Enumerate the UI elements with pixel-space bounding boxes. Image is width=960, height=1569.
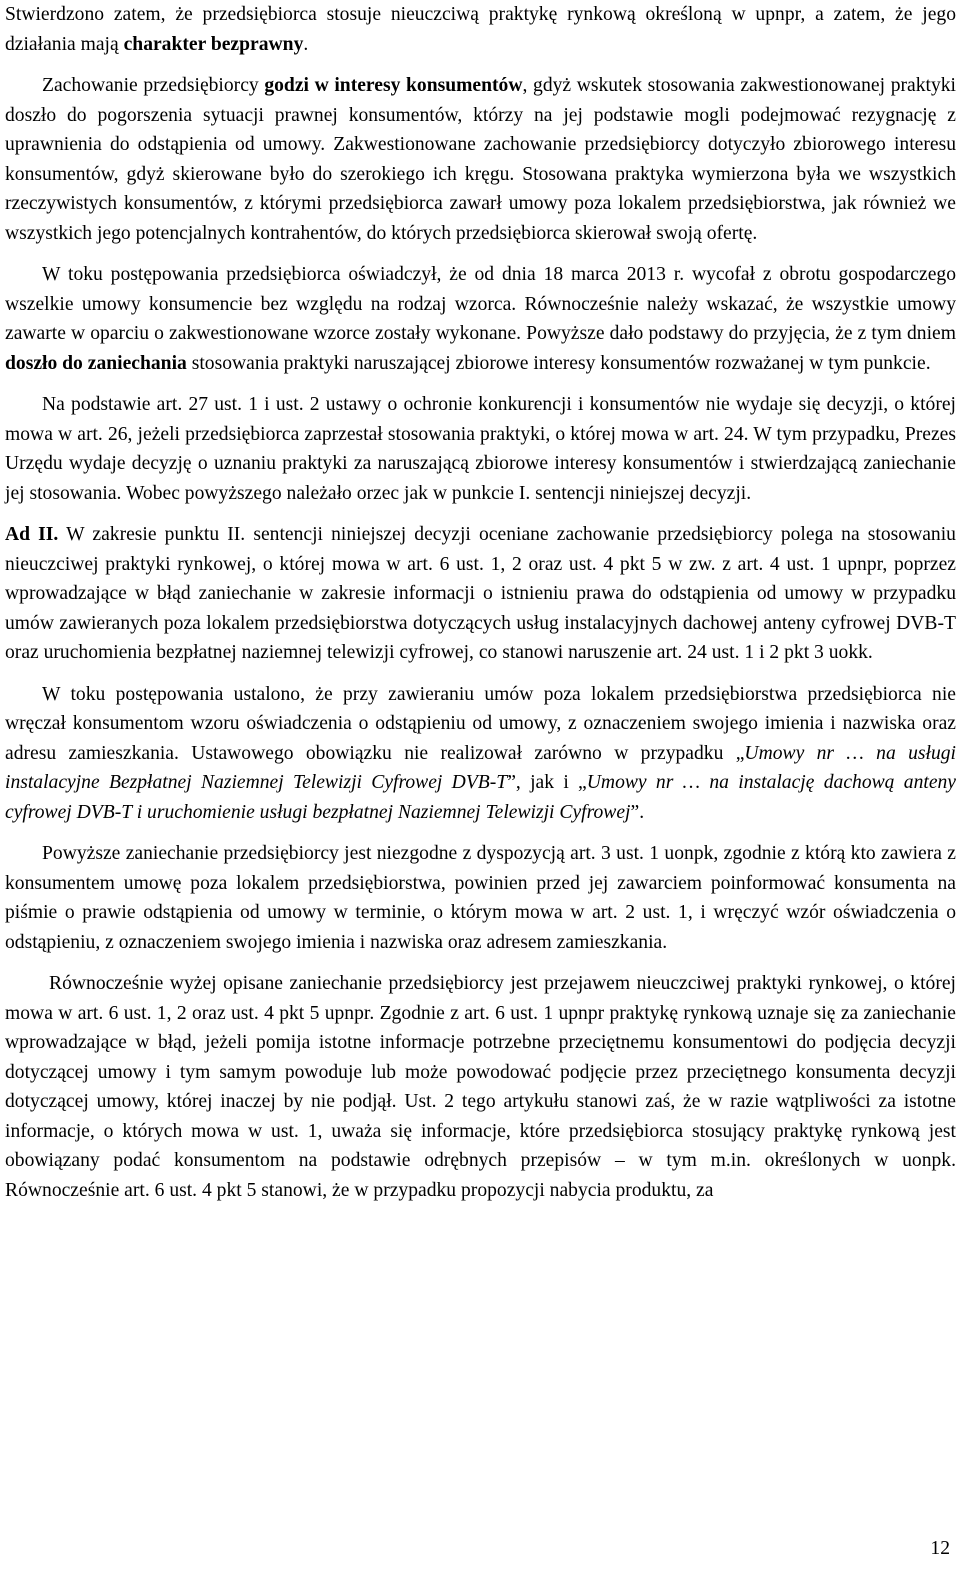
paragraph-conclusion — [5, 0, 956, 59]
paragraph-text: Równocześnie wyżej opisane zaniechanie przedsiębiorcy jest przejawem nieuczciwej praktyki rynkowej, o której mowa w art. 6 ust. 1, 2 oraz ust. 4 pkt 5 upnpr. Zgodnie z art. 6 ust. 1 upnpr praktykę rynkową uznaje się za zaniechanie wprowadzające w błąd, jeżeli pomija istotne informacje potrzebne przeciętnemu konsumentowi do podjęcia decyzji dotyczącej umowy i tym samym powoduje lub może powodować podjęcie przez przeciętnego konsumenta decyzji dotyczącej umowy, której inaczej by nie podjął. Ust. 2 tego artykułu stanowi zaś, że w razie wątpliwości za istotne informacje, o których mowa w ust. 1, uważa się informacje, które przedsiębiorca stosujący praktykę rynkową jest obowiązany podać konsumentom na podstawie odrębnych przepisów – w tym m.in. określonych w uonpk. Równocześnie art. 6 ust. 4 pkt 5 stanowi, że w przypadku propozycji nabycia produktu, za — [5, 973, 956, 1201]
italic-contract-name: Umowy nr … na instalację dachową anteny cyfrowej DVB-T i uruchomienie usługi bezpłatnej Naziemnej Telewizji Cyfrowej — [5, 772, 957, 823]
paragraph-unfair-practice — [5, 969, 956, 1205]
paragraph-consumer-interests — [5, 71, 956, 248]
paragraph-legal-basis — [5, 390, 956, 508]
paragraph-text: W zakresie punktu II. sentencji niniejszej decyzji oceniane zachowanie przedsiębiorcy polega na stosowaniu nieuczciwej praktyki rynkowej, o której mowa w art. 6 ust. 1, 2 oraz ust. 4 pkt 5 w zw. z art. 4 ust. 1 upnpr, poprzez wprowadzające w błąd zaniechanie w zakresie informacji o istnieniu prawa do odstąpienia od umowy w przypadku umów zawieranych poza lokalem przedsiębiorstwa dotyczących usług instalacyjnych dachowej anteny cyfrowej DVB-T oraz uruchomienia bezpłatnej naziemnej telewizji cyfrowej, co stanowi naruszenie art. 24 ust. 1 i 2 pkt 3 uokk. — [5, 524, 956, 663]
paragraph-withdrawal — [5, 260, 956, 378]
paragraph-noncompliance — [5, 839, 956, 957]
bold-phrase: godzi w interesy konsumentów — [264, 75, 523, 96]
paragraph-text: ”, jak i „ — [507, 772, 587, 793]
paragraph-text: Stwierdzono zatem, że przedsiębiorca stosuje nieuczciwą praktykę rynkową określoną w upnpr, a zatem, że jego działania mają — [5, 4, 956, 55]
paragraph-text: Na podstawie art. 27 ust. 1 i ust. 2 ustawy o ochronie konkurencji i konsumentów nie wydaje się decyzji, o której mowa w art. 26, jeżeli przedsiębiorca zaprzestał stosowania praktyki, o której mowa w art. 24. W tym przypadku, Prezes Urzędu wydaje decyzję o uznaniu praktyki za naruszającą zbiorowe interesy konsumentów i stwierdzającą zaniechanie jej stosowania. Wobec powyższego należało orzec jak w punkcie I. sentencji niniejszej decyzji. — [5, 394, 956, 504]
paragraph-text: ”. — [630, 801, 645, 823]
bold-phrase: charakter bezprawny — [123, 33, 304, 55]
paragraph-ad-ii — [5, 520, 956, 668]
paragraph-text: W toku postępowania przedsiębiorca oświadczył, że od dnia 18 marca 2013 r. wycofał z obrotu gospodarczego wszelkie umowy konsumencie bez względu na rodzaj wzorca. Równocześnie należy wskazać, że wszystkie umowy zawarte w oparciu o zakwestionowane wzorce zostały wykonane. Powyższe dało podstawy do przyjęcia, że z tym dniem — [5, 264, 956, 344]
paragraph-findings — [5, 680, 956, 828]
paragraph-text: . — [303, 33, 309, 55]
paragraph-text: Zachowanie przedsiębiorcy — [42, 75, 265, 96]
page-number: 12 — [930, 1538, 950, 1559]
paragraph-text: W toku postępowania ustalono, że przy zawieraniu umów poza lokalem przedsiębiorstwa przedsiębiorca nie wręczał konsumentom wzoru oświadczenia o odstąpieniu od umowy, z oznaczeniem swojego imienia i nazwiska oraz adresu zamieszkania. Ustawowego obowiązku nie realizował zarówno w przypadku „ — [5, 683, 956, 764]
paragraph-text: , gdyż wskutek stosowania zakwestionowanej praktyki doszło do pogorszenia sytuacji prawnej konsumentów, którzy na jej podstawie mogli podejmować rezygnację z uprawnienia do odstąpienia od umowy. Zakwestionowane zachowanie przedsiębiorcy dotyczyło zbiorowego interesu konsumentów, gdyż skierowane było do szerokiego ich kręgu. Stosowana praktyka wymierzona była we wszystkich rzeczywistych konsumentów, z którymi przedsiębiorca zawarł umowy poza lokalem przedsiębiorstwa, jak również we wszystkich jego potencjalnych kontrahentów, do których przedsiębiorca skierował swoją ofertę. — [5, 75, 956, 244]
paragraph-text: stosowania praktyki naruszającej zbiorowe interesy konsumentów rozważanej w tym punkcie. — [186, 352, 931, 374]
section-heading: Ad II. — [5, 524, 59, 545]
italic-contract-name: Umowy nr … na usługi instalacyjne Bezpłatnej Naziemnej Telewizji Cyfrowej DVB-T — [5, 742, 956, 793]
paragraph-text: Powyższe zaniechanie przedsiębiorcy jest niezgodne z dyspozycją art. 3 ust. 1 uonpk, zgodnie z którą kto zawiera z konsumentem umowę poza lokalem przedsiębiorstwa, powinien przed jej zawarciem poinformować konsumenta na piśmie o prawie odstąpienia od umowy w terminie, o którym mowa w art. 2 ust. 1, i wręczyć wzór oświadczenia o odstąpieniu, z oznaczeniem swojego imienia i nazwiska oraz adresem zamieszkania. — [5, 843, 956, 953]
bold-phrase: doszło do zaniechania — [5, 352, 187, 374]
